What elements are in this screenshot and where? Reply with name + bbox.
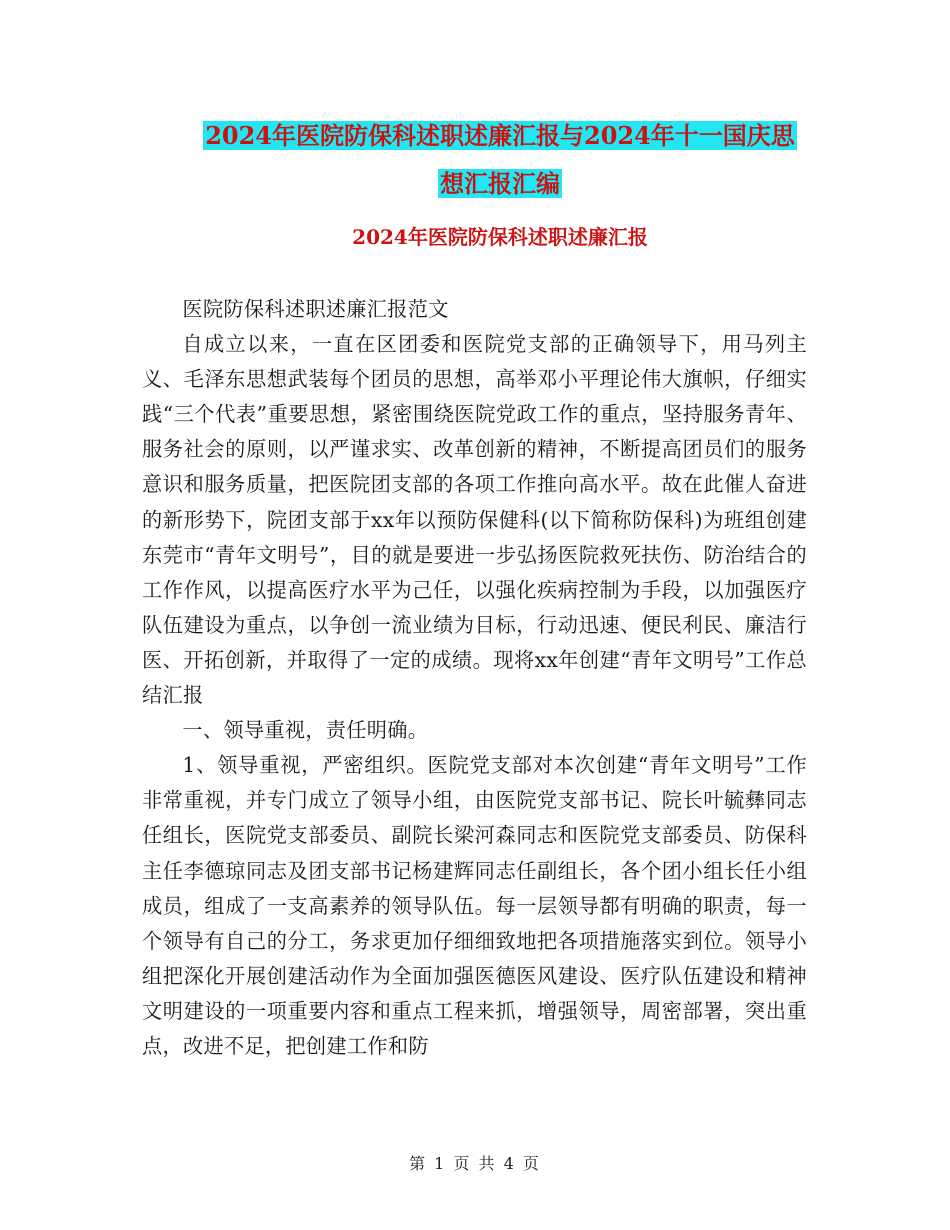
paragraph-heading: 一、领导重视，责任明确。	[182, 718, 429, 743]
title-line-1: 2024年医院防保科述职述廉汇报与2024年十一国庆思	[205, 121, 795, 150]
page-footer: 第 1 页 共 4 页	[409, 1154, 541, 1173]
title-line-2: 想汇报汇编	[440, 169, 560, 198]
paragraph: 1、领导重视，严密组织。医院党支部对本次创建“青年文明号”工作非常重视，并专门成立了领导小组，由医院党支部书记、院长叶毓彝同志任组长，医院党支部委员、副院长梁河森同志和医院党支部委员、防保科主任李德琼同志及团支部书记杨建辉同志任副组长，各个团小组长任小组成员，组成了一支高素养的领导队伍。每一层领导都有明确的职责，每一个领导有自己的分工，务求更加仔细细致地把各项措施落实到位。领导小组把深化开展创建活动作为全面加强医德医风建设、医疗队伍建设和精神文明建设的一项重要内容和重点工程来抓，增强领导，周密部署，突出重点，改进不足，把创建工作和防	[142, 753, 807, 1058]
document-title	[120, 112, 880, 208]
section-title: 2024年医院防保科述职述廉汇报	[352, 225, 648, 249]
paragraph: 自成立以来，一直在区团委和医院党支部的正确领导下，用马列主义、毛泽东思想武装每个团员的思想，高举邓小平理论伟大旗帜，仔细实践“三个代表”重要思想，紧密围绕医院党政工作的重点，坚持服务青年、服务社会的原则，以严谨求实、改革创新的精神，不断提高团员们的服务意识和服务质量，把医院团支部的各项工作推向高水平。故在此催人奋进的新形势下，院团支部于xx年以预防保健科(以下简称防保科)为班组创建东莞市“青年文明号”，目的就是要进一步弘扬医院救死扶伤、防治结合的工作作风，以提高医疗水平为己任，以强化疾病控制为手段，以加强医疗队伍建设为重点，以争创一流业绩为目标，行动迅速、便民利民、廉洁行医、开拓创新，并取得了一定的成绩。现将xx年创建“青年文明号”工作总结汇报	[142, 332, 807, 708]
paragraph-subtitle: 医院防保科述职述廉汇报范文	[182, 297, 449, 321]
document-body	[142, 292, 807, 1064]
